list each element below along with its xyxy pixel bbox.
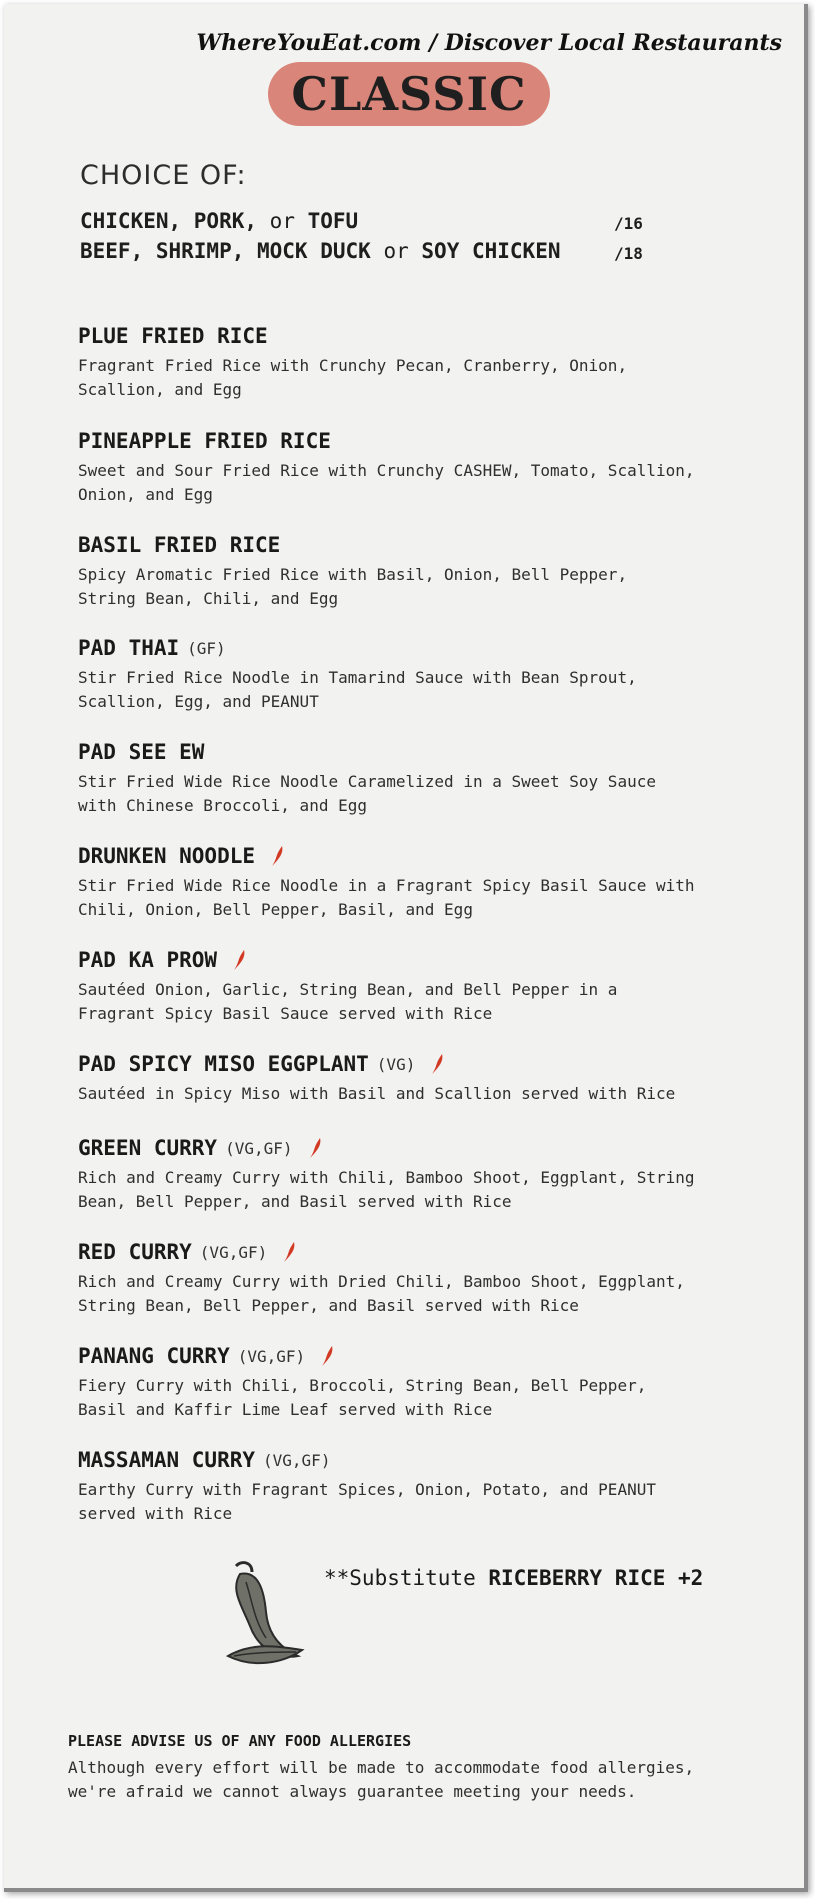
menu-item-title bbox=[78, 1238, 758, 1266]
menu-item bbox=[78, 1050, 758, 1106]
protein-row-1-or: or bbox=[269, 209, 295, 233]
menu-item-description-line: with Chinese Broccoli, and Egg bbox=[78, 796, 367, 815]
menu-item-description-line: Chili, Onion, Bell Pepper, Basil, and Egg bbox=[78, 900, 473, 919]
riceberry-substitute-note bbox=[324, 1566, 703, 1590]
menu-item-title bbox=[78, 946, 758, 974]
section-title: CLASSIC bbox=[291, 67, 527, 121]
menu-item-description-line: Fragrant Spicy Basil Sauce served with Rice bbox=[78, 1004, 493, 1023]
menu-item-description-line: String Bean, Chili, and Egg bbox=[78, 589, 339, 608]
menu-item bbox=[78, 531, 758, 611]
menu-item-diet-tag: (VG,GF) bbox=[225, 1138, 293, 1158]
menu-item-description-line: served with Rice bbox=[78, 1504, 233, 1523]
menu-item-description-line: Bean, Bell Pepper, and Basil served with Rice bbox=[78, 1192, 512, 1211]
menu-item-description bbox=[78, 978, 758, 1026]
menu-item-description-line: Earthy Curry with Fragrant Spices, Onion, Potato, and PEANUT bbox=[78, 1480, 656, 1499]
menu-item-title bbox=[78, 531, 758, 559]
menu-item-title bbox=[78, 634, 758, 662]
menu-item-name: PLUE FRIED RICE bbox=[78, 324, 268, 348]
menu-item-description bbox=[78, 666, 758, 714]
menu-item-description-line: Onion, and Egg bbox=[78, 485, 213, 504]
substitute-prefix: **Substitute bbox=[324, 1566, 476, 1590]
menu-item-name: GREEN CURRY bbox=[78, 1136, 218, 1160]
protein-row-1-price: /16 bbox=[614, 214, 643, 233]
menu-item-name: PANANG CURRY bbox=[78, 1344, 230, 1368]
menu-item-diet-tag: (VG,GF) bbox=[237, 1346, 306, 1366]
menu-item-description-line: String Bean, Bell Pepper, and Basil served with Rice bbox=[78, 1296, 579, 1315]
allergy-line-1: Although every effort will be made to accommodate food allergies, bbox=[68, 1758, 695, 1777]
menu-item-description-line: Stir Fried Rice Noodle in Tamarind Sauce with Bean Sprout, bbox=[78, 668, 637, 687]
protein-row-2-part2: SOY CHICKEN bbox=[421, 239, 561, 263]
menu-item-diet-tag: (VG) bbox=[376, 1054, 416, 1074]
allergy-text bbox=[68, 1756, 758, 1804]
menu-item-name: DRUNKEN NOODLE bbox=[78, 844, 256, 868]
menu-item-description-line: Rich and Creamy Curry with Dried Chili, Bamboo Shoot, Eggplant, bbox=[78, 1272, 685, 1291]
chili-icon bbox=[271, 845, 285, 867]
menu-item-name: BASIL FRIED RICE bbox=[78, 533, 281, 557]
menu-item-description bbox=[78, 1166, 758, 1214]
protein-row-2 bbox=[80, 239, 560, 263]
protein-row-1 bbox=[80, 209, 358, 233]
menu-item-title bbox=[78, 842, 758, 870]
menu-item-description-line: Basil and Kaffir Lime Leaf served with Rice bbox=[78, 1400, 493, 1419]
menu-item bbox=[78, 634, 758, 714]
menu-item-description bbox=[78, 1374, 758, 1422]
menu-item-description-line: Stir Fried Wide Rice Noodle Caramelized in a Sweet Soy Sauce bbox=[78, 772, 656, 791]
substitute-highlight: RICEBERRY RICE +2 bbox=[488, 1566, 704, 1590]
protein-row-1-part1: CHICKEN, PORK, bbox=[80, 209, 258, 233]
section-title-pill bbox=[268, 62, 550, 126]
menu-item-name: MASSAMAN CURRY bbox=[78, 1448, 256, 1472]
menu-item-diet-tag: (VG,GF) bbox=[263, 1450, 331, 1470]
menu-item-description-line: Fragrant Fried Rice with Crunchy Pecan, Cranberry, Onion, bbox=[78, 356, 628, 375]
menu-item-description bbox=[78, 1082, 758, 1106]
menu-item bbox=[78, 322, 758, 402]
menu-item-name: PAD KA PROW bbox=[78, 948, 218, 972]
menu-item-description-line: Sweet and Sour Fried Rice with Crunchy CASHEW, Tomato, Scallion, bbox=[78, 461, 695, 480]
menu-item-title bbox=[78, 1134, 758, 1162]
site-banner: WhereYouEat.com / Discover Local Restaurants bbox=[196, 30, 782, 56]
menu-item-description bbox=[78, 563, 758, 611]
menu-item-title bbox=[78, 1050, 758, 1078]
menu-item-description-line: Spicy Aromatic Fried Rice with Basil, Onion, Bell Pepper, bbox=[78, 565, 628, 584]
protein-row-2-or: or bbox=[383, 239, 409, 263]
menu-item-description-line: Rich and Creamy Curry with Chili, Bamboo Shoot, Eggplant, String bbox=[78, 1168, 695, 1187]
menu-item bbox=[78, 946, 758, 1026]
chili-pepper-illustration bbox=[222, 1560, 308, 1670]
menu-item-description bbox=[78, 1270, 758, 1318]
menu-item-name: RED CURRY bbox=[78, 1240, 192, 1264]
menu-item-diet-tag: (GF) bbox=[187, 638, 226, 658]
menu-item-title bbox=[78, 1342, 758, 1370]
allergy-line-2: we're afraid we cannot always guarantee meeting your needs. bbox=[68, 1782, 637, 1801]
choice-title: CHOICE OF: bbox=[80, 160, 247, 191]
chili-icon bbox=[321, 1345, 335, 1367]
menu-item-description bbox=[78, 459, 758, 507]
menu-item-description-line: Scallion, Egg, and PEANUT bbox=[78, 692, 319, 711]
chili-icon bbox=[233, 949, 247, 971]
menu-item-description bbox=[78, 1478, 758, 1526]
menu-item-diet-tag: (VG,GF) bbox=[199, 1242, 268, 1262]
protein-row-2-price: /18 bbox=[614, 244, 643, 263]
menu-item bbox=[78, 1342, 758, 1422]
allergy-title: PLEASE ADVISE US OF ANY FOOD ALLERGIES bbox=[68, 1732, 412, 1750]
menu-item-description-line: Stir Fried Wide Rice Noodle in a Fragrant Spicy Basil Sauce with bbox=[78, 876, 695, 895]
menu-item-name: PAD THAI bbox=[78, 636, 180, 660]
menu-item bbox=[78, 427, 758, 507]
menu-item-name: PAD SPICY MISO EGGPLANT bbox=[78, 1052, 369, 1076]
chili-icon bbox=[283, 1241, 297, 1263]
menu-item-title bbox=[78, 1446, 758, 1474]
menu-item-description-line: Sautéed in Spicy Miso with Basil and Scallion served with Rice bbox=[78, 1084, 676, 1103]
menu-item-description bbox=[78, 354, 758, 402]
menu-item-description-line: Scallion, and Egg bbox=[78, 380, 242, 399]
menu-item-name: PINEAPPLE FRIED RICE bbox=[78, 429, 331, 453]
menu-item-description-line: Sautéed Onion, Garlic, String Bean, and Bell Pepper in a bbox=[78, 980, 618, 999]
protein-row-2-part1: BEEF, SHRIMP, MOCK DUCK bbox=[80, 239, 371, 263]
menu-item-title bbox=[78, 427, 758, 455]
chili-icon bbox=[431, 1053, 445, 1075]
menu-item-description bbox=[78, 770, 758, 818]
menu-page bbox=[4, 4, 808, 1892]
menu-item bbox=[78, 1134, 758, 1214]
menu-item bbox=[78, 738, 758, 818]
menu-item-title bbox=[78, 738, 758, 766]
menu-item-description bbox=[78, 874, 758, 922]
menu-item-description-line: Fiery Curry with Chili, Broccoli, String Bean, Bell Pepper, bbox=[78, 1376, 647, 1395]
menu-item-title bbox=[78, 322, 758, 350]
protein-row-1-part2: TOFU bbox=[307, 209, 359, 233]
menu-item bbox=[78, 1446, 758, 1526]
chili-icon bbox=[309, 1137, 323, 1159]
menu-item-name: PAD SEE EW bbox=[78, 740, 205, 764]
menu-item bbox=[78, 1238, 758, 1318]
menu-item bbox=[78, 842, 758, 922]
